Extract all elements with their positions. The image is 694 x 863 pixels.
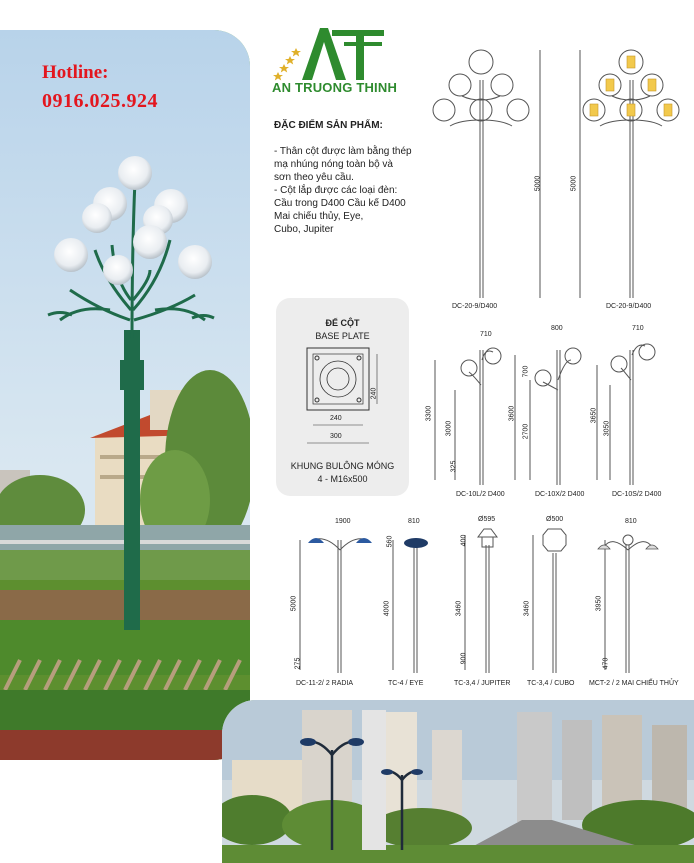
pole-height: 3050 xyxy=(603,420,611,437)
pole-height: 4000 xyxy=(383,600,391,617)
base-plate-inner-height: 240 xyxy=(370,387,378,400)
pole-caption: TC-3,4 / CUBO xyxy=(527,680,575,687)
foundation-frame-spec: 4 - M16x500 xyxy=(317,474,368,484)
arm-width: 710 xyxy=(480,331,492,338)
top-height: 700 xyxy=(522,365,530,378)
pole-caption: DC-10L/2 D400 xyxy=(456,491,505,498)
hotline-number[interactable]: 0916.025.924 xyxy=(42,90,158,112)
pole-height: 3460 xyxy=(523,600,531,617)
pole-drawings-bottom xyxy=(290,525,690,675)
base-plate-inner-width: 240 xyxy=(330,415,342,422)
base-plate-subtitle: BASE PLATE xyxy=(315,331,370,341)
pole-height: 3300 xyxy=(425,405,433,422)
pole-height: 3600 xyxy=(508,405,516,422)
pole-height: 5000 xyxy=(570,175,578,192)
pole-caption: DC-10S/2 D400 xyxy=(612,491,662,498)
arm-width: 710 xyxy=(632,325,644,332)
base-plate-title: ĐẾ CỘT xyxy=(325,318,360,328)
hotline-label: Hotline: xyxy=(42,62,109,83)
pole-caption: TC-4 / EYE xyxy=(388,680,424,687)
pole-caption: TC-3,4 / JUPITER xyxy=(454,680,511,687)
arm-width: 810 xyxy=(625,518,637,525)
arm-width: Ø595 xyxy=(478,516,496,523)
base-plate-outer-width: 300 xyxy=(330,433,342,440)
features-title: ĐẶC ĐIỂM SẢN PHẨM: xyxy=(274,120,383,131)
pole-height: 3650 xyxy=(590,407,598,424)
base-height: 275 xyxy=(294,657,302,670)
pole-height: 3000 xyxy=(445,420,453,437)
feature-line: Cubo, Jupiter xyxy=(274,224,334,235)
arm-width: 810 xyxy=(408,518,420,525)
arm-width: 800 xyxy=(551,325,563,332)
base-plate-drawing xyxy=(295,345,395,450)
feature-line: - Thân cột được làm bằng thép xyxy=(274,146,412,157)
pole-drawings-top xyxy=(430,40,680,300)
base-height: 325 xyxy=(450,460,458,473)
features-list xyxy=(274,145,444,236)
base-height: 470 xyxy=(602,657,610,670)
feature-line: Mai chiếu thủy, Eye, xyxy=(274,211,364,222)
lamp-photo xyxy=(0,30,250,760)
pole-caption: MCT-2 / 2 MAI CHIẾU THỦY xyxy=(589,680,679,687)
pole-caption: DC-20-9/D400 xyxy=(452,303,498,310)
arm-width: 1900 xyxy=(335,518,351,525)
pole-height: 2700 xyxy=(522,423,530,440)
feature-line: sơn theo yêu cầu. xyxy=(274,172,354,183)
feature-line: Cầu trong D400 Cầu kế D400 xyxy=(274,198,406,209)
top-height: 560 xyxy=(386,535,394,548)
logo-text: AN TRUONG THINH xyxy=(272,80,398,95)
pole-caption: DC-10X/2 D400 xyxy=(535,491,585,498)
pole-caption: DC-20-9/D400 xyxy=(606,303,652,310)
arm-width: Ø500 xyxy=(546,516,564,523)
foundation-frame-title: KHUNG BULÔNG MÓNG xyxy=(290,461,395,471)
base-height: 900 xyxy=(460,652,468,665)
top-height: 400 xyxy=(460,534,468,547)
pole-height: 5000 xyxy=(534,175,542,192)
feature-line: - Cột lắp được các loại đèn: xyxy=(274,185,398,196)
street-photo xyxy=(222,700,694,863)
pole-height: 3460 xyxy=(455,600,463,617)
pole-height: 3950 xyxy=(595,595,603,612)
pole-height: 5000 xyxy=(290,595,298,612)
pole-caption: DC-11-2/ 2 RADIA xyxy=(296,680,354,687)
feature-line: mạ nhúng nóng toàn bộ và xyxy=(274,159,393,170)
lamp-photo-panel xyxy=(0,30,250,760)
street-photo-panel xyxy=(222,700,694,863)
pole-drawings-middle xyxy=(425,330,675,490)
